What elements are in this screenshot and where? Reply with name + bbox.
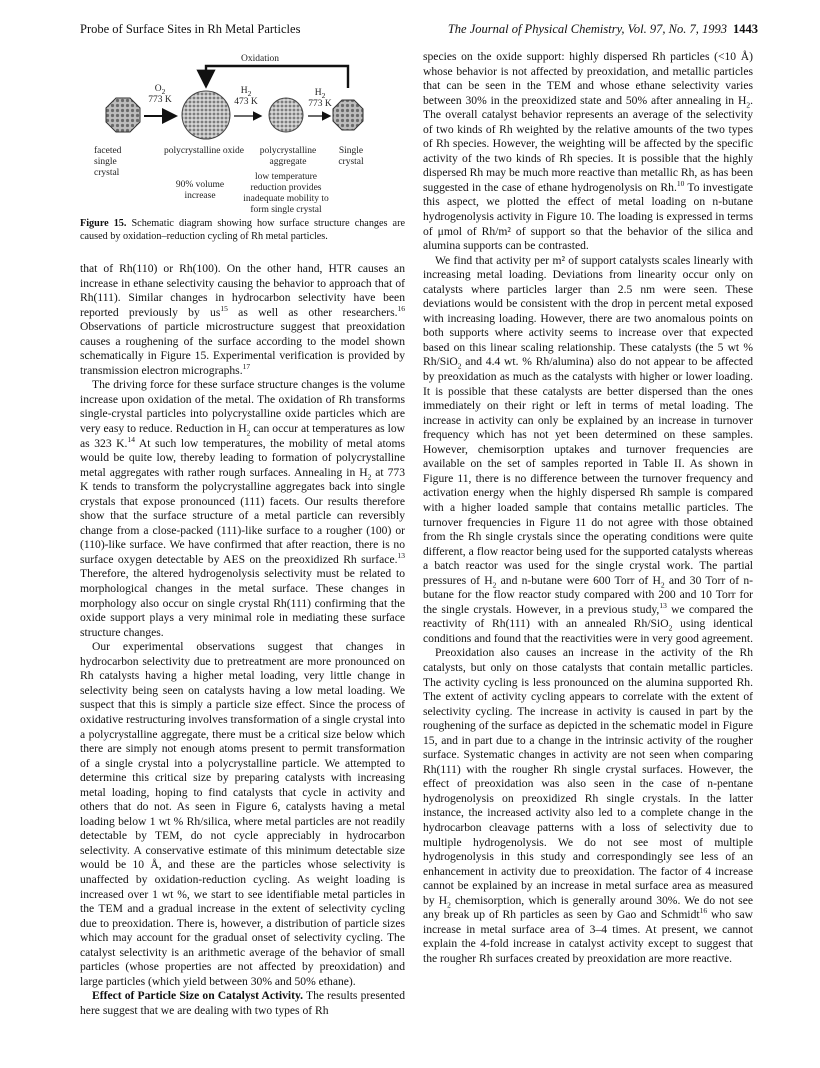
paragraph: Our experimental observations suggest that changes in hydrocarbon selectivity due to pretreatment are more pronounced on Rh catalysts having a higher metal loading, very little change in selectivity being seen on catalysts having a low metal loading. We suspect that this is simply a particle size effect. Since the process of oxidative restructuring involves transformation of a single crystal into a polycrystalline aggregate, there must be a critical size below which there are simply not enough atoms present to permit transformation of a single crystal into a polycrystalline particle. We attempted to determine this critical size by preparing catalysts with increasing metal loading, hoping to find catalysts that cycle in activity and others that do not. As seen in Figure 6, catalysts having a metal loading below 1 wt % Rh/silica, where metal particles are not readily detectable by TEM, do not cycle appreciably in hydrocarbon selectivity. A conservative estimate of this minimum detectable size would be 10 Å, and these are the particles whose selectivity is unaffected by oxidation-reduction cycling. As weight loading is increased over 1 wt %, we start to see identifiable metal particles in the TEM and a gradual increase in the extent of selectivity cycling due to preoxidation. There is, however, a distribution of particle sizes which may account for the gradual onset of selectivity cycling. The catalyst selectivity is an arithmetic average of the behavior of small particles (whose properties are not affected by preoxidation) and large particles (which yield between 30% and 50% ethane). [80, 640, 405, 988]
state3-label: polycrystalline aggregate [259, 146, 317, 167]
polycrystalline-aggregate-shape [269, 98, 303, 132]
paragraph: Effect of Particle Size on Catalyst Activity. The results presented here suggest that we are dealing with two types of Rh [80, 989, 405, 1017]
caption-text: Schematic diagram showing how surface structure changes are caused by oxidation–reduction cycling of Rh metal particles. [80, 218, 405, 242]
caption-label: Figure 15. [80, 218, 127, 229]
step3-label: $H_2$ 773 K [308, 88, 332, 109]
running-header-title: Probe of Surface Sites in Rh Metal Particles [80, 22, 301, 36]
paragraph: We find that activity per m² of support catalysts scales linearly with increasing metal loading. Deviations from linearity occur only on catalysts where particles larger than 2.5 nm were seen. These deviations would be consistent with the drop in percent metal exposed with increasing loading. However, there are two anomalous points on both supports where activity seems to increase over that expected based on this linear scaling relationship. These catalysts (the 5 wt % Rh/SiO$_2$ and 4.4 wt. % Rh/alumina) also do not appear to be affected by preoxidation as much as the catalysts with higher or lower loading. It is possible that these catalysts are better dispersed than the ones immediately on their right or left in terms of metal loading. The increase in activity can only be explained by an increase in turnover frequency which has not yet been determined on these samples. However, chemisorption uptakes and turnover frequencies are available on the set of samples reported in Table II. As shown in Figure 11, there is no difference between the turnover frequency and activation energy when the highly dispersed Rh sample is compared with a higher loaded sample that contains metallic particles. The turnover frequencies in Figure 11 do not agree with those obtained from the Rh single crystals since the operating conditions were quite different, a flow reactor being used for the supported catalysts whereas a batch reactor was used for the single crystal work. The partial pressures of $H_2$ and n-butane were 600 Torr of $H_2$ and 30 Torr of n-butane for the flow reactor study compared with 200 and 10 Torr for the single crystals. However, in a previous study,$^{13}$ we compared the reactivity of Rh(111) with an annealed Rh/SiO$_2$ using identical conditions and found that the reactivities were in very good agreement. [423, 253, 753, 645]
step1-label: $O_2$ 773 K [148, 84, 172, 105]
paragraph: that of Rh(110) or Rh(100). On the other hand, HTR causes an increase in ethane selectivity causing the behavior to approach that of Rh(111). Similar changes in hydrocarbon selectivity have been reported previously by $us^{15}$ as well as other researchers.$^{16}$ Observations of particle microstructure suggest that preoxidation causes a roughening of the surface according to the model shown schematically in Figure 15. Experimental verification is provided by transmission electron micrographs.$^{17}$ [80, 262, 405, 377]
state4-label: Single crystal [338, 146, 364, 167]
note-volume-increase: 90% volume increase [175, 180, 225, 201]
left-column [80, 262, 405, 1018]
right-column [423, 50, 753, 966]
polycrystalline-oxide-shape [182, 91, 230, 139]
note-low-temp-reduction: low temperature reduction provides inadequate mobility to form single crystal [243, 172, 329, 215]
oxidation-label: Oxidation [241, 54, 279, 64]
state2-label: polycrystalline oxide [164, 146, 244, 156]
paragraph: Preoxidation also causes an increase in the activity of the Rh catalysts, but only on those catalysts that contain metallic particles. The activity cycling is less pronounced on the alumina supported Rh. The extent of activity cycling appears to correlate with the extent of selectivity cycling. The increase in activity is caused in part by the roughening of the surface as depicted in the schematic model in Figure 15, and in part due to a change in the intrinsic activity of the rougher surface. Systematic changes in activity are not seen when comparing Rh(111) with the rougher Rh single crystal surfaces. However, the effect of preoxidation was also seen in the case of n-pentane hydrogenolysis on preoxidized Rh single crystals. In the latter instance, the increased activity also led to a complete change in the hydrocarbon cleavage patterns with a loss of selectivity due to multiple hydrogenolysis. We do not see most of multiple hydrogenolysis in this study and correspondingly see less of an enhancement in activity due to preoxidation. The factor of 4 increase cannot be explained by an increase in metal surface area as measured by $H_2$ chemisorption, which is generally around 30%. We do not see any break up of Rh particles as seen by Gao and Schmidt$^{16}$ who saw increase in metal surface area of 3–4 times. At present, we cannot explain the 4-fold increase in catalyst activity except to suggest that the rougher Rh surfaces created by preoxidation are more reactive. [423, 646, 753, 965]
running-header-journal [448, 22, 758, 37]
faceted-crystal-shape [106, 98, 140, 132]
oxidation-arrow [206, 66, 348, 88]
paragraph: species on the oxide support: highly dispersed Rh particles (<10 Å) whose behavior is not affected by preoxidation, and metallic particles that can be seen in the TEM and whose ethane selectivity varies between 30% in the preoxidized state and 50% after annealing in $H_2$. The overall catalyst behavior represents an average of the selectivity of two kinds of Rh weighted by the relative amounts of the two types of Rh species. However, the weighting will be affected by the specific activity of the two kinds of Rh species. It is possible that the highly dispersed Rh may be much more reactive than metallic Rh, as has been suggested in the case of ethane hydrogenolysis on Rh.$^{10}$ To investigate this aspect, we plotted the effect of metal loading on n-butane hydrogenolysis activity in Figure 10. The loading is expressed in terms of μmol of Rh/m² of support so that the behavior of the silica and alumina supports can be contrasted. [423, 50, 753, 253]
step2-label: $H_2$ 473 K [234, 86, 258, 107]
journal-citation: The Journal of Physical Chemistry, Vol. 97, No. 7, 1993 [447, 22, 727, 36]
paragraph: The driving force for these surface structure changes is the volume increase upon oxidation of the metal. The oxidation of Rh transforms single-crystal particles into polycrystalline oxide particles which are very easy to reduce. Reduction in $H_2$ can occur at temperatures as low as 323 K.$^{14}$ At such low temperatures, the mobility of metal atoms would be quite low, thereby leading to formation of polycrystalline metal aggregates with rather rough surfaces. Annealing in $H_2$ at 773 K tends to transform the polycrystalline aggregates back into single crystals that expose pronounced (111) facets. Our results therefore show that the surface structure of a metal particle can reversibly change from a close-packed (111)-like surface to a rougher (100) or (110)-like surface. We have confirmed that after reaction, there is no surface oxygen detectable by AES on the preoxidized Rh surface.$^{13}$ Therefore, the altered hydrogenolysis selectivity must be related to morphological changes in the metal surface. These changes in morphology also occur on single crystal Rh(111) confirming that the oxide support plays a very minimal role in mediating these surface structure changes. [80, 378, 406, 639]
state1-label: faceted single crystal [94, 146, 122, 178]
section-heading: Effect of Particle Size on Catalyst Activity. [92, 989, 304, 1003]
figure-caption [80, 218, 405, 243]
page-number: 1443 [733, 22, 758, 36]
